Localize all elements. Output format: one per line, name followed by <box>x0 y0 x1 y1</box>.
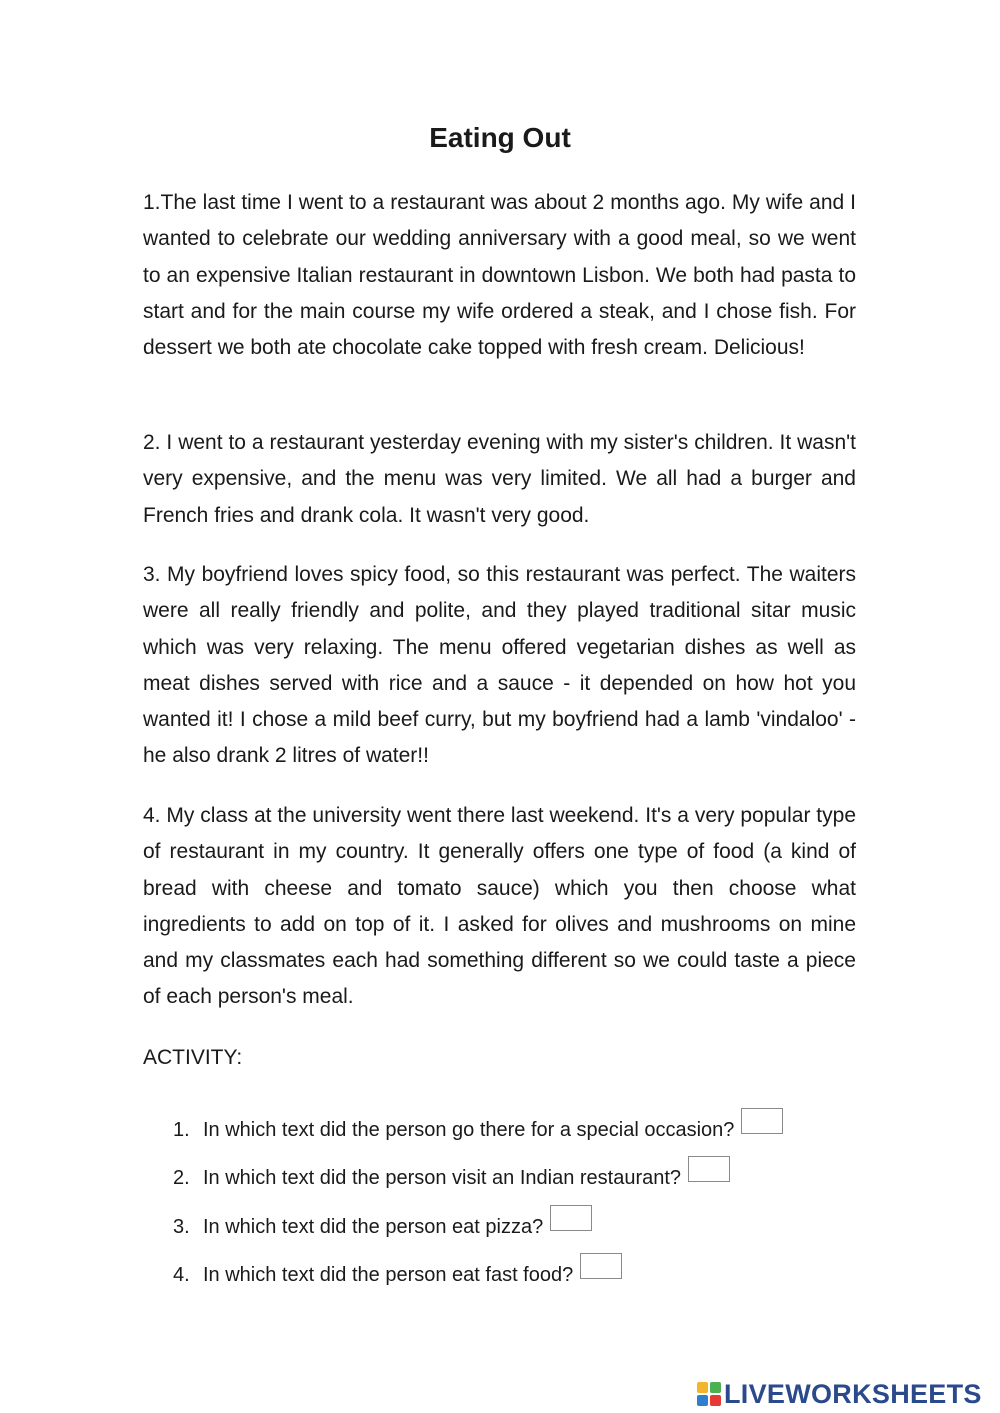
question-text: In which text did the person go there for a special occasion? <box>203 1119 735 1141</box>
answer-input-1[interactable] <box>741 1108 783 1134</box>
question-number: 3. <box>173 1215 190 1238</box>
answer-input-4[interactable] <box>580 1253 622 1279</box>
answer-input-2[interactable] <box>688 1156 730 1182</box>
logo-mark-cell <box>697 1382 708 1393</box>
question-item-2 <box>173 1156 783 1204</box>
liveworksheets-logo <box>697 1378 982 1410</box>
question-item-1 <box>173 1108 783 1156</box>
question-item-3 <box>173 1205 783 1253</box>
question-text: In which text did the person eat fast food? <box>203 1263 574 1286</box>
question-number: 1. <box>173 1119 190 1141</box>
answer-input-3[interactable] <box>550 1205 592 1231</box>
paragraph-4: 4. My class at the university went there last weekend. It's a very popular type of restaurant in my country. It generally offers one type of food (a kind of bread with cheese and tomato sauce) which you then choose what ingredients to add on top of it. I asked for olives and mushrooms on mine and my classmates each had something different so we could taste a piece of each person's meal. <box>143 804 856 1009</box>
activity-heading: ACTIVITY: <box>143 1046 243 1069</box>
question-list <box>173 1108 783 1301</box>
liveworksheets-logo-icon <box>697 1382 721 1406</box>
question-number: 4. <box>173 1263 190 1286</box>
logo-mark-cell <box>710 1382 721 1393</box>
question-number: 2. <box>173 1167 190 1190</box>
paragraph-3: 3. My boyfriend loves spicy food, so this restaurant was perfect. The waiters were all really friendly and polite, and they played traditional sitar music which was very relaxing. The menu offered vegetarian dishes as well as meat dishes served with rice and a sauce - it depended on how hot you wanted it! I chose a mild beef curry, but my boyfriend had a lamb 'vindaloo' - he also drank 2 litres of water!! <box>143 563 856 768</box>
paragraph-1: 1.The last time I went to a restaurant was about 2 months ago. My wife and I wanted to celebrate our wedding anniversary with a good meal, so we went to an expensive Italian restaurant in downtown Lisbon. We both had pasta to start and for the main course my wife ordered a steak, and I chose fish. For dessert we both ate chocolate cake topped with fresh cream. Delicious! <box>143 191 856 360</box>
question-text: In which text did the person visit an Indian restaurant? <box>203 1167 682 1190</box>
page-title: Eating Out <box>429 122 571 153</box>
logo-mark-cell <box>710 1395 721 1406</box>
paragraph-2: 2. I went to a restaurant yesterday evening with my sister's children. It wasn't very expensive, and the menu was very limited. We all had a burger and French fries and drank cola. It wasn't very good. <box>143 431 856 527</box>
question-item-4 <box>173 1253 783 1301</box>
logo-text: LIVEWORKSHEETS <box>724 1379 982 1409</box>
logo-mark-cell <box>697 1395 708 1406</box>
question-text: In which text did the person eat pizza? <box>203 1215 544 1238</box>
